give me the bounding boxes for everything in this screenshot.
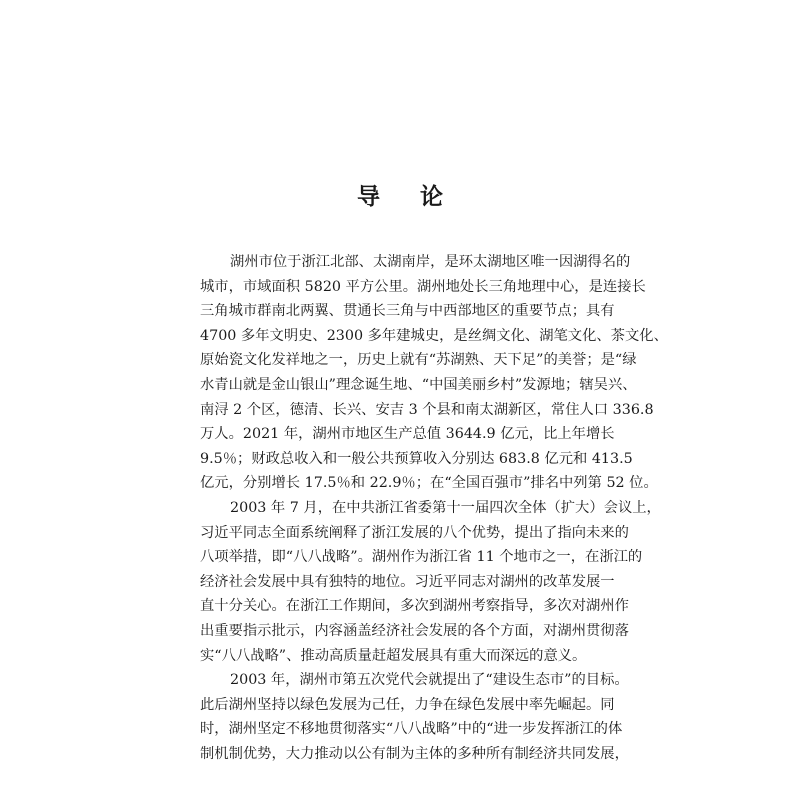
paragraph [200,496,661,668]
body-text [200,250,668,766]
text-line: 经济社会发展中具有独特的地位。习近平同志对湖州的改革发展一 [200,573,615,590]
text-line: 出重要指示批示，内容涵盖经济社会发展的各个方面，对湖州贯彻落 [200,622,629,639]
text-line: 三角城市群南北两翼、贯通长三角与中西部地区的重要节点；具有 [200,303,615,320]
text-line: 万人。2021 年，湖州市地区生产总值 3644.9 亿元，比上年增长 [200,426,615,443]
text-line: 原始瓷文化发祥地之一，历史上就有“苏湖熟、天下足”的美誉；是“绿 [200,352,637,369]
text-line: 9.5％；财政总收入和一般公共预算收入分别达 683.8 亿元和 413.5 [200,450,633,467]
text-line: 水青山就是金山银山”理念诞生地、“中国美丽乡村”发源地；辖吴兴、 [200,376,637,393]
text-line: 4700 多年文明史、2300 多年建城史，是丝绸文化、湖笔文化、茶文化、 [200,327,668,344]
text-line: 时，湖州坚定不移地贯彻落实“八八战略”中的“进一步发挥浙江的体 [200,721,623,738]
text-line: 制机制优势，大力推动以公有制为主体的多种所有制经济共同发展， [200,745,629,762]
text-line: 2003 年，湖州市第五次党代会就提出了“建设生态市”的目标。 [230,672,629,689]
text-line: 2003 年 7 月，在中共浙江省委第十一届四次全体（扩大）会议上， [230,499,661,516]
paragraph [200,250,668,496]
text-line: 直十分关心。在浙江工作期间，多次到湖州考察指导，多次对湖州作 [200,598,629,615]
text-line: 习近平同志全面系统阐释了浙江发展的八个优势，提出了指向未来的 [200,524,629,541]
paragraph [200,668,629,766]
text-line: 实“八八战略”、推动高质量赶超发展具有重大而深远的意义。 [200,647,587,664]
text-line: 八项举措，即“八八战略”。湖州作为浙江省 11 个地市之一，在浙江的 [200,549,643,566]
text-line: 亿元，分别增长 17.5％和 22.9％；在“全国百强市”排名中列第 52 位。 [200,475,658,492]
text-line: 城市，市域面积 5820 平方公里。湖州地处长三角地理中心，是连接长 [200,278,646,295]
text-line: 南浔 2 个区，德清、长兴、安吉 3 个县和南太湖新区，常住人口 336.8 [200,401,654,418]
text-line: 此后湖州坚持以绿色发展为己任，力争在绿色发展中率先崛起。同 [200,696,615,713]
text-line: 湖州市位于浙江北部、太湖南岸，是环太湖地区唯一因湖得名的 [230,254,631,270]
chapter-title: 导 论 [356,184,459,210]
